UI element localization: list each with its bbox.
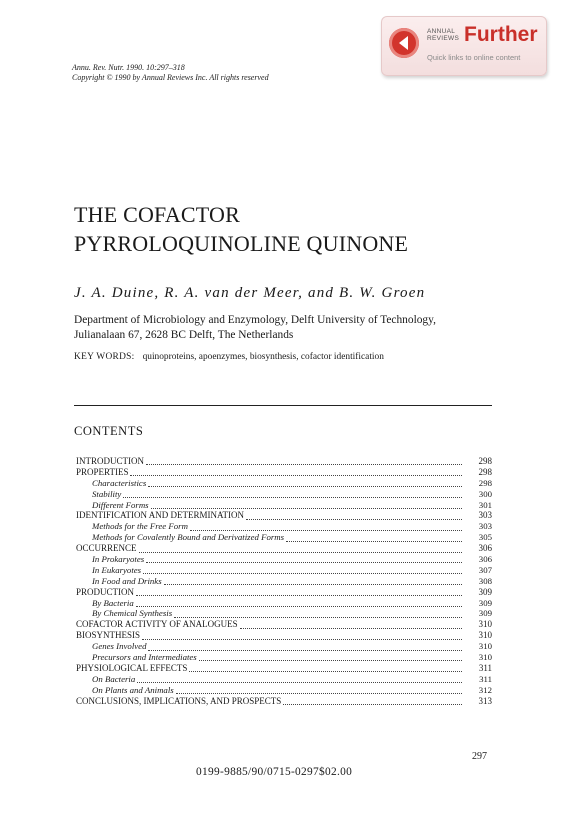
toc-leader-dots (137, 675, 462, 683)
keywords-label: KEY WORDS: (74, 352, 135, 362)
toc-entry-page: 310 (478, 641, 492, 652)
toc-entry-title: COFACTOR ACTIVITY OF ANALOGUES (76, 619, 238, 630)
affiliation (74, 313, 436, 343)
toc-entry-title: CONCLUSIONS, IMPLICATIONS, AND PROSPECTS (76, 695, 282, 706)
toc-leader-dots (240, 621, 462, 629)
toc-entry-page: 309 (478, 597, 492, 608)
toc-entry-title: Methods for Covalently Bound and Derivatized Forms (92, 532, 285, 543)
toc-entry[interactable] (76, 478, 492, 489)
toc-entry-page: 301 (478, 499, 492, 510)
keywords (74, 352, 384, 362)
toc-leader-dots (174, 610, 462, 618)
authors: J. A. Duine, R. A. van der Meer, and B. W. Groen (74, 285, 426, 301)
toc-leader-dots (146, 555, 462, 563)
journal-citation (72, 63, 269, 83)
toc-entry[interactable] (76, 608, 492, 619)
toc-entry[interactable] (76, 674, 492, 685)
toc-entry[interactable] (76, 630, 492, 641)
toc-leader-dots (130, 468, 462, 476)
toc-leader-dots (189, 664, 462, 672)
toc-entry-title: Characteristics (92, 477, 147, 488)
toc-entry-page: 300 (478, 488, 492, 499)
toc-leader-dots (286, 534, 462, 542)
toc-entry-page: 298 (478, 477, 492, 488)
toc-leader-dots (176, 686, 462, 694)
toc-entry-title: On Bacteria (92, 673, 136, 684)
toc-entry[interactable] (76, 532, 492, 543)
toc-entry[interactable] (76, 521, 492, 532)
toc-entry[interactable] (76, 467, 492, 478)
toc-entry-title: PROPERTIES (76, 466, 129, 477)
toc-entry-title: PRODUCTION (76, 586, 135, 597)
toc-entry-page: 303 (478, 510, 492, 521)
toc-entry-title: Different Forms (92, 499, 149, 510)
toc-leader-dots (148, 643, 462, 651)
toc-entry-page: 313 (478, 695, 492, 706)
toc-entry-page: 307 (478, 564, 492, 575)
title-line-1: THE COFACTOR (74, 202, 240, 227)
toc-entry-page: 310 (478, 630, 492, 641)
toc-entry[interactable] (76, 554, 492, 565)
toc-entry-page: 309 (478, 586, 492, 597)
toc-entry-title: Genes Involved (92, 641, 147, 652)
toc-entry-page: 309 (478, 608, 492, 619)
annual-reviews-further-badge[interactable] (381, 16, 547, 76)
toc-leader-dots (199, 653, 462, 661)
title-line-2: PYRROLOQUINOLINE QUINONE (74, 231, 409, 256)
toc-leader-dots (151, 501, 462, 509)
toc-leader-dots (136, 588, 462, 596)
toc-entry-title: Precursors and Intermediates (92, 652, 197, 663)
table-of-contents (76, 456, 492, 706)
page-number: 297 (472, 751, 487, 762)
affiliation-line-1: Department of Microbiology and Enzymology, Delft University of Technology, (74, 314, 436, 326)
toc-entry[interactable] (76, 685, 492, 696)
toc-entry[interactable] (76, 587, 492, 598)
divider-rule (74, 405, 492, 406)
footer-code: 0199-9885/90/0715-0297$02.00 (196, 766, 353, 778)
keywords-value: quinoproteins, apoenzymes, biosynthesis, cofactor identification (142, 352, 384, 362)
copyright-line: Copyright © 1990 by Annual Reviews Inc. All rights reserved (72, 73, 269, 82)
toc-entry[interactable] (76, 489, 492, 500)
toc-entry-title: PHYSIOLOGICAL EFFECTS (76, 662, 188, 673)
toc-entry-title: Methods for the Free Form (92, 521, 188, 532)
toc-entry[interactable] (76, 576, 492, 587)
toc-entry-title: IDENTIFICATION AND DETERMINATION (76, 510, 244, 521)
toc-entry-title: By Chemical Synthesis (92, 608, 173, 619)
toc-entry[interactable] (76, 500, 492, 511)
toc-leader-dots (142, 632, 462, 640)
toc-leader-dots (190, 523, 462, 531)
toc-entry-page: 298 (478, 456, 492, 466)
toc-entry-title: By Bacteria (92, 597, 134, 608)
toc-leader-dots (139, 545, 462, 553)
affiliation-line-2: Julianalaan 67, 2628 BC Delft, The Netherlands (74, 329, 294, 341)
toc-entry-page: 310 (478, 619, 492, 630)
toc-entry[interactable] (76, 456, 492, 467)
badge-subtitle: Quick links to online content (427, 53, 521, 62)
toc-entry[interactable] (76, 696, 492, 707)
toc-entry[interactable] (76, 663, 492, 674)
toc-entry-page: 303 (478, 521, 492, 532)
toc-leader-dots (146, 457, 462, 465)
toc-entry-page: 310 (478, 652, 492, 663)
toc-entry-page: 308 (478, 575, 492, 586)
toc-entry-title: Stability (92, 488, 122, 499)
toc-leader-dots (164, 577, 462, 585)
toc-entry-page: 311 (479, 673, 492, 684)
toc-entry-title: BIOSYNTHESIS (76, 630, 141, 641)
toc-leader-dots (246, 512, 462, 520)
toc-entry-page: 305 (478, 532, 492, 543)
toc-leader-dots (136, 599, 462, 607)
back-arrow-icon (389, 28, 419, 58)
article-title (74, 200, 408, 258)
toc-entry-page: 306 (478, 543, 492, 554)
toc-entry[interactable] (76, 598, 492, 609)
toc-entry[interactable] (76, 652, 492, 663)
toc-leader-dots (123, 490, 462, 498)
toc-entry[interactable] (76, 510, 492, 521)
toc-entry-title: In Food and Drinks (92, 575, 162, 586)
toc-leader-dots (143, 566, 462, 574)
toc-entry[interactable] (76, 619, 492, 630)
toc-entry[interactable] (76, 641, 492, 652)
citation-line: Annu. Rev. Nutr. 1990. 10:297–318 (72, 63, 185, 72)
toc-entry-title: In Eukaryotes (92, 564, 142, 575)
toc-entry-page: 311 (478, 662, 492, 673)
toc-entry-title: OCCURRENCE (76, 543, 137, 554)
toc-entry-page: 306 (478, 554, 492, 565)
toc-entry-page: 298 (478, 466, 492, 477)
toc-entry-title: On Plants and Animals (92, 684, 174, 695)
toc-entry-title: INTRODUCTION (76, 456, 144, 466)
toc-entry-page: 312 (478, 684, 492, 695)
badge-further-label: Further (464, 23, 538, 46)
toc-leader-dots (283, 697, 462, 705)
toc-entry-title: In Prokaryotes (92, 554, 145, 565)
toc-entry[interactable] (76, 565, 492, 576)
toc-leader-dots (148, 479, 462, 487)
contents-heading: CONTENTS (74, 424, 144, 438)
badge-annual-reviews-label: ANNUAL REVIEWS (427, 28, 460, 42)
toc-entry[interactable] (76, 543, 492, 554)
